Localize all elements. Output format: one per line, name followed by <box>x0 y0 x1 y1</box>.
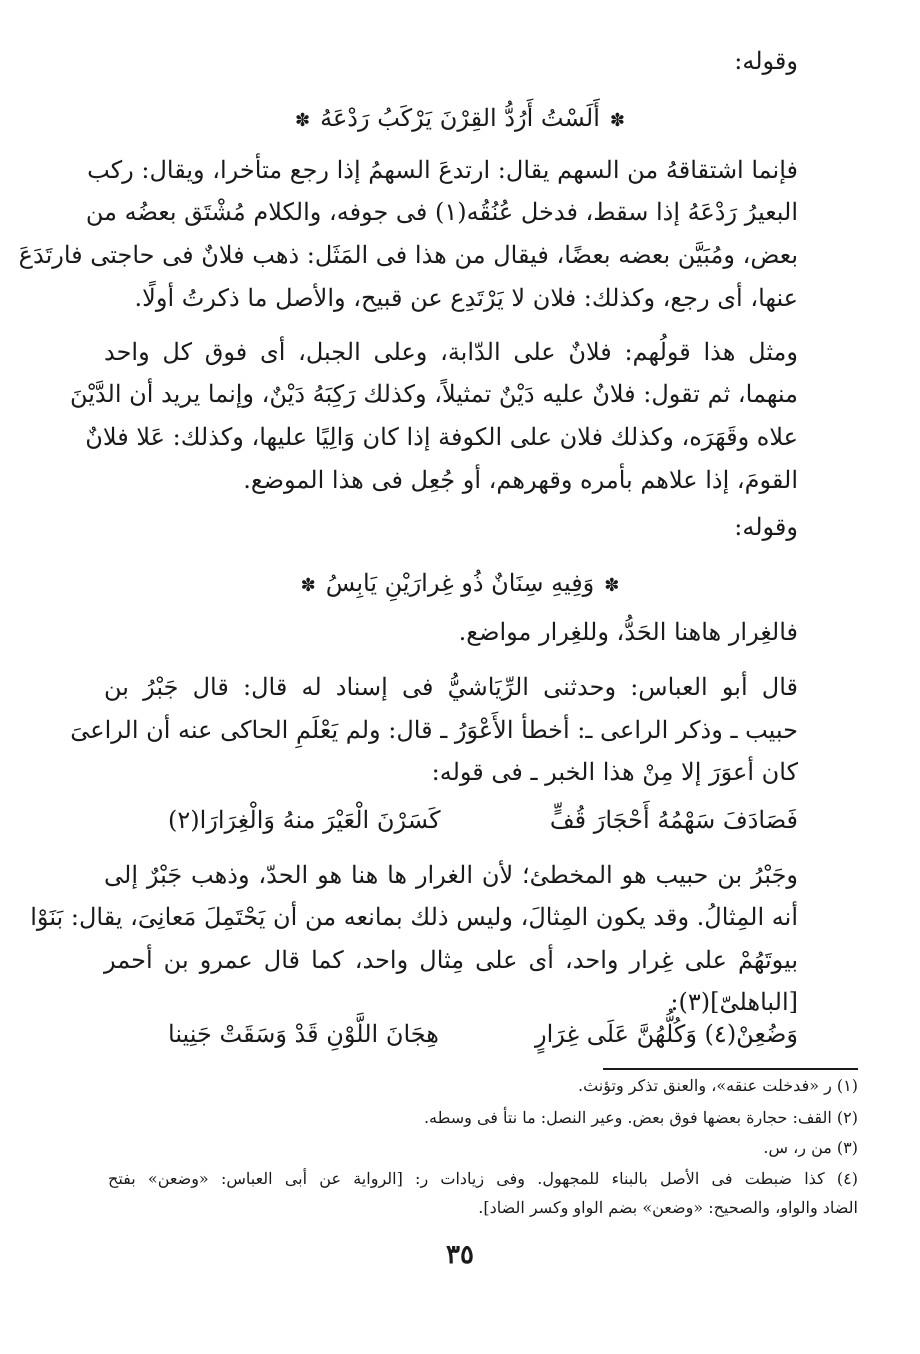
star-ornament-icon: ✽ <box>609 110 625 131</box>
paragraph-2-line: علاه وقَهَرَه، وكذلك فلان على الكوفة إذا كان وَالِيًا عليها، وكذلك: عَلا فلانٌ <box>85 423 798 451</box>
paragraph-1-line: بعض، ومُبَيَّن بعضه بعضًا، فيقال من هذا فى المَثَل: ذهب فلانٌ فى حاجتى فارتَدَعَ <box>18 241 798 269</box>
paragraph-1-line: البعيرُ رَدْعَهُ إذا سقط، فدخل عُنُقُه(١) فى جوفه، والكلام مُشْتَق بعضُه من <box>85 198 798 226</box>
paragraph-2-line: القومَ، إذا علاهم بأمره وقهرهم، أو جُعِل فى هذا الموضع. <box>243 466 798 494</box>
verse-4-second-hemistich: هِجَانَ اللَّوْنِ قَدْ وَسَقَتْ جَنِينا <box>168 1020 439 1048</box>
intro-line-1: وقوله: <box>734 47 798 75</box>
paragraph-3: فالغِرار هاهنا الحَدُّ، وللغِرار مواضع. <box>458 618 798 646</box>
paragraph-1-line: عنها، أى رجع، وكذلك: فلان لا يَرْتَدِع عن قبيح، والأصل ما ذكرتُ أولًا. <box>134 284 798 312</box>
star-ornament-icon: ✽ <box>295 110 311 131</box>
verse-2 <box>0 566 920 603</box>
paragraph-5-line: أنه المِثالُ. وقد يكون المِثالَ، وليس ذلك بمانعه من أن يَحْتَمِلَ مَعانِىَ، يقال: بَنَوْا <box>30 903 798 931</box>
paragraph-2-line: ومثل هذا قولُهم: فلانٌ على الدّابة، وعلى الجبل، أى فوق كل واحد <box>104 338 798 366</box>
page-number: ٣٥ <box>446 1240 474 1270</box>
star-ornament-icon: ✽ <box>300 575 316 596</box>
intro-line-2: وقوله: <box>734 513 798 541</box>
verse-3-first-hemistich: فَصَادَفَ سَهْمُهُ أَحْجَارَ قُفٍّ <box>549 806 798 834</box>
star-ornament-icon: ✽ <box>604 575 620 596</box>
paragraph-4-line: قال أبو العباس: وحدثنى الرِّيَاشيُّ فى إسناد له قال: قال جَبْرُ بن <box>104 673 798 701</box>
paragraph-5-line: بيوتَهُمْ على غِرار واحد، أى على مِثال واحد، كما قال عمرو بن أحمر <box>104 946 798 974</box>
paragraph-4-line: حبيب ـ وذكر الراعى ـ: أخطأ الأَعْوَرُ ـ قال: ولم يَعْلَمِ الحاكى عنه أن الراعىَ <box>70 716 798 744</box>
footnote-separator <box>603 1068 858 1070</box>
verse-3-second-hemistich: كَسَرْنَ الْعَيْرَ منهُ وَالْغِرَارَا(٢) <box>168 806 441 834</box>
paragraph-4-line: كان أعوَرَ إلا مِنْ هذا الخبر ـ فى قوله: <box>431 758 798 786</box>
paragraph-5-line: وجَبْرُ بن حبيب هو المخطئ؛ لأن الغرار ها هنا هو الحدّ، وذهب جَبْرٌ إلى <box>104 861 798 889</box>
paragraph-5-line: [الباهلىّ](٣): <box>670 988 798 1016</box>
footnote-3: (٣) من ر، س. <box>763 1138 858 1157</box>
footnote-2: (٢) القف: حجارة بعضها فوق بعض. وعير النصل: ما نتأ فى وسطه. <box>423 1108 858 1127</box>
verse-1 <box>0 101 920 138</box>
footnote-4-continuation: الضاد والواو، والصحيح: «وضعن» بضم الواو وكسر الضاد]. <box>478 1198 858 1217</box>
verse-2-text: وَفِيهِ سِنَانٌ ذُو غِرارَيْنِ يَابِسُ <box>325 569 595 597</box>
footnote-1: (١) ر «فدخلت عنقه»، والعنق تذكر وتؤنث. <box>578 1076 858 1095</box>
paragraph-1-line: فإنما اشتقاقهُ من السهم يقال: ارتدعَ السهمُ إذا رجع متأخرا، ويقال: ركب <box>87 156 798 184</box>
paragraph-2-line: منهما، ثم تقول: فلانٌ عليه دَيْنٌ تمثيلاً، وكذلك رَكِبَهُ دَيْنٌ، وإنما يريد أن الدَّيْنَ <box>69 380 798 408</box>
verse-4-first-hemistich: وَضُعِنْ(٤) وَكُلُّهُنَّ عَلَى غِرَارٍ <box>535 1020 798 1048</box>
footnote-4: (٤) كذا ضبطت فى الأصل بالبناء للمجهول. وفى زيادات ر: [الرواية عن أبى العباس: «وضعن» بفتح <box>108 1169 858 1188</box>
verse-1-text: أَلَسْتُ أَرُدُّ القِرْنَ يَرْكَبُ رَدْعَهُ <box>320 104 600 132</box>
